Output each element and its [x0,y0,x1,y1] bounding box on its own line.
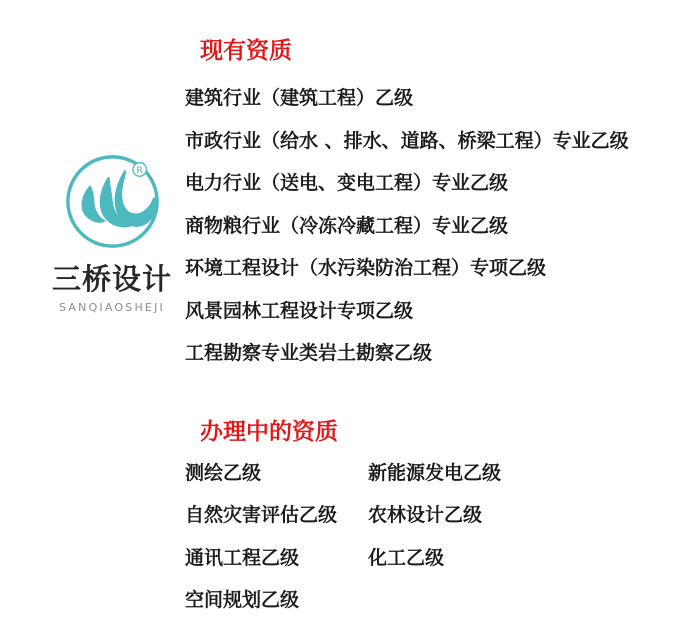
qualification-item: 风景园林工程设计专项乙级 [185,299,414,322]
registered-trademark-letter: R [135,165,143,177]
qualification-item: 环境工程设计（水污染防治工程）专项乙级 [185,257,547,279]
company-logo [48,153,176,314]
qualification-item: 工程勘察专业类岩土勘察乙级 [185,342,433,364]
qualification-item: 建筑行业（建筑工程）乙级 [185,87,414,109]
qualification-item: 市政行业（给水 、排水、道路、桥梁工程）专业乙级 [185,129,629,152]
current-qualifications-list [185,77,685,375]
pending-qualification-item: 新能源发电乙级 [368,461,502,484]
logo-company-name-pinyin: SANQIAOSHEJI [59,301,165,314]
section-heading-current-qualifications: 现有资质 [200,38,292,64]
pending-qualification-item: 化工乙级 [368,546,445,569]
pending-qualification-item: 测绘乙级 [185,461,262,484]
qualifications-content [185,0,685,622]
wave-logo-icon [64,153,161,250]
pending-qualification-item: 空间规划乙级 [185,589,300,611]
pending-qualification-item: 自然灾害评估乙级 [185,504,338,526]
logo-company-name: 三桥设计 [51,262,172,296]
qualification-item: 电力行业（送电、变电工程）专业乙级 [185,172,509,194]
section-heading-pending-qualifications: 办理中的资质 [200,418,338,445]
pending-qualification-item: 农林设计乙级 [368,504,483,526]
pending-qualification-item [368,579,685,622]
qualification-item: 商物粮行业（冷冻冷藏工程）专业乙级 [185,214,509,237]
pending-qualifications-grid [185,452,685,622]
pending-qualification-item: 通讯工程乙级 [185,546,300,569]
